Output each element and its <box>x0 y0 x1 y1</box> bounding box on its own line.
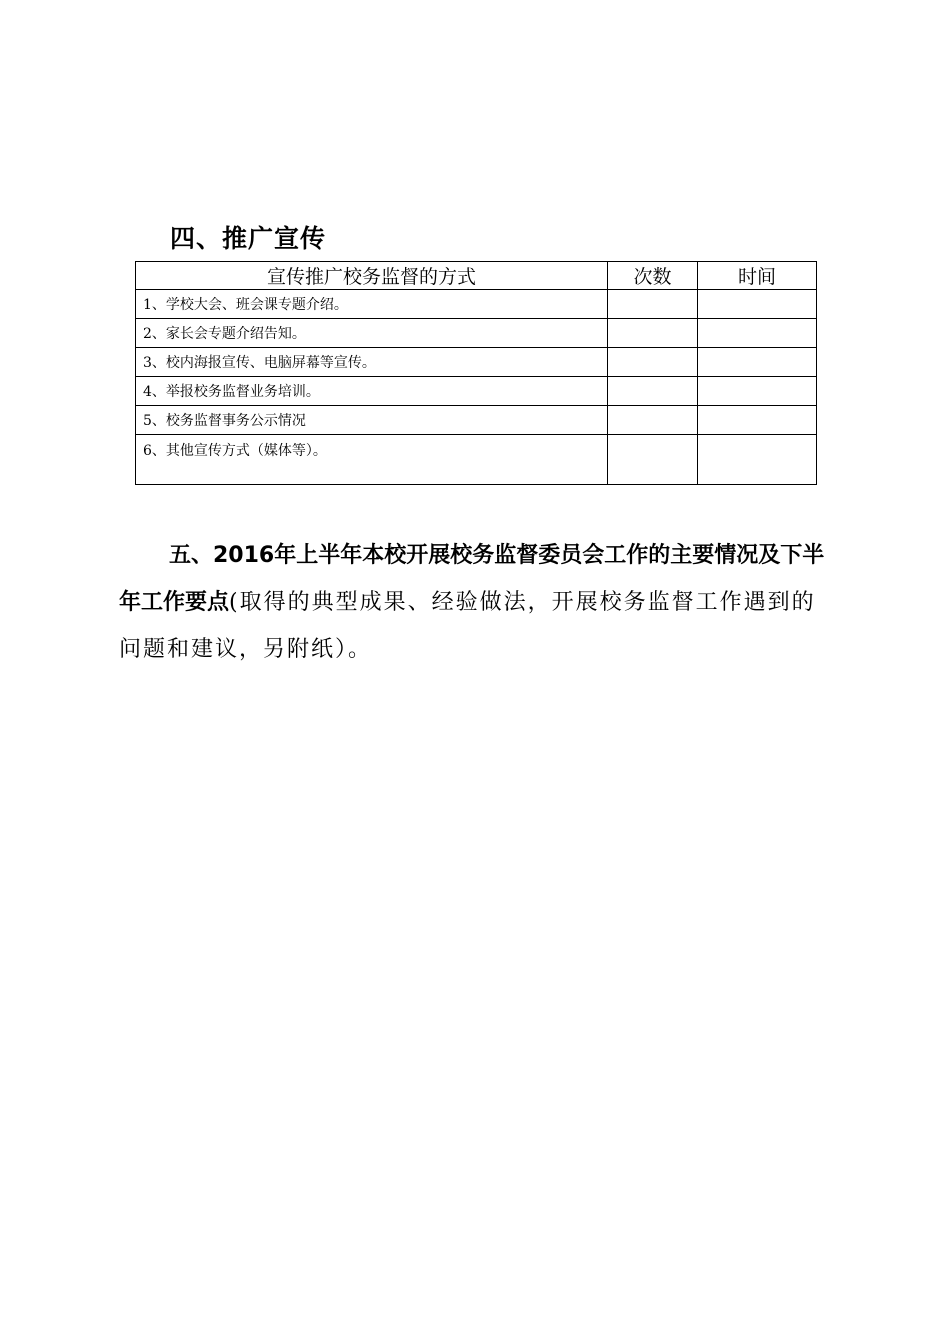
method-cell: 5、校务监督事务公示情况 <box>136 406 608 435</box>
table-row <box>136 377 817 406</box>
section-5-note: (取得的典型成果、经验做法，开展校务监督工作遇到的问题和建议，另附纸）。 <box>119 590 816 662</box>
header-method: 宣传推广校务监督的方式 <box>136 262 608 290</box>
table-row <box>136 406 817 435</box>
count-cell[interactable] <box>608 290 698 319</box>
count-cell[interactable] <box>608 348 698 377</box>
method-cell: 6、其他宣传方式（媒体等）。 <box>136 435 608 485</box>
table-row <box>136 435 817 485</box>
time-cell[interactable] <box>698 348 817 377</box>
section-5-paragraph <box>119 532 835 673</box>
time-cell[interactable] <box>698 406 817 435</box>
method-cell: 3、校内海报宣传、电脑屏幕等宣传。 <box>136 348 608 377</box>
count-cell[interactable] <box>608 406 698 435</box>
table-row <box>136 319 817 348</box>
header-count: 次数 <box>608 262 698 290</box>
promotion-table <box>135 261 817 485</box>
section-4-title: 四、推广宣传 <box>170 224 327 253</box>
count-cell[interactable] <box>608 319 698 348</box>
table-row <box>136 348 817 377</box>
time-cell[interactable] <box>698 290 817 319</box>
count-cell[interactable] <box>608 377 698 406</box>
table-header-row <box>136 262 817 290</box>
header-time: 时间 <box>698 262 817 290</box>
table-row <box>136 290 817 319</box>
method-cell: 1、学校大会、班会课专题介绍。 <box>136 290 608 319</box>
method-cell: 4、举报校务监督业务培训。 <box>136 377 608 406</box>
method-cell: 2、家长会专题介绍告知。 <box>136 319 608 348</box>
time-cell[interactable] <box>698 319 817 348</box>
count-cell[interactable] <box>608 435 698 485</box>
time-cell[interactable] <box>698 435 817 485</box>
time-cell[interactable] <box>698 377 817 406</box>
section-5-lead: 五、2016年上半年本校开展校务监督委员会工作的主要情况及下半年工作要点 <box>119 543 825 615</box>
